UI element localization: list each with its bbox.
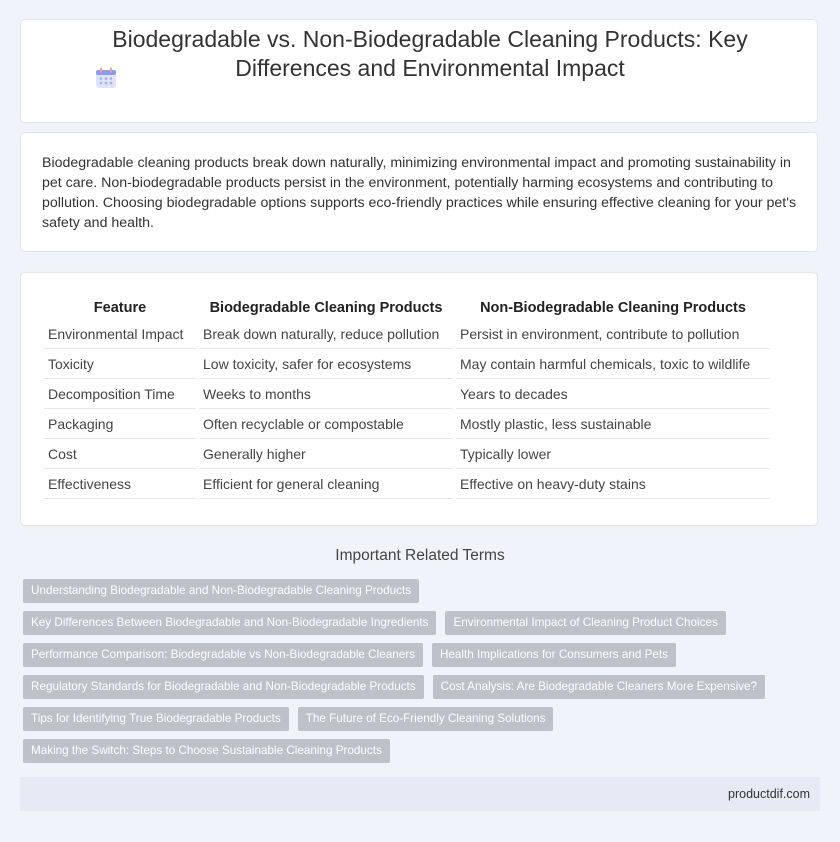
related-term-link[interactable]: Environmental Impact of Cleaning Product Choices	[445, 611, 725, 635]
related-term-link[interactable]: Tips for Identifying True Biodegradable Products	[23, 707, 289, 731]
table-cell: Often recyclable or compostable	[198, 409, 455, 439]
table-cell: Effective on heavy-duty stains	[455, 469, 771, 499]
table-row	[44, 409, 770, 439]
table-cell: Packaging	[44, 409, 198, 439]
table-row	[44, 349, 770, 379]
table-cell: Generally higher	[198, 439, 455, 469]
table-cell: Typically lower	[455, 439, 771, 469]
related-term-link[interactable]: Making the Switch: Steps to Choose Sustainable Cleaning Products	[23, 739, 390, 763]
table-cell: Years to decades	[455, 379, 771, 409]
table-cell: Efficient for general cleaning	[198, 469, 455, 499]
table-row	[44, 319, 770, 349]
table-row	[44, 439, 770, 469]
related-term-link[interactable]: Understanding Biodegradable and Non-Biodegradable Cleaning Products	[23, 579, 419, 603]
column-header: Biodegradable Cleaning Products	[198, 295, 455, 319]
table-cell: Persist in environment, contribute to pollution	[455, 319, 771, 349]
table-cell: Low toxicity, safer for ecosystems	[198, 349, 455, 379]
related-terms-heading: Important Related Terms	[335, 547, 505, 564]
comparison-table	[44, 295, 770, 499]
table-cell: Effectiveness	[44, 469, 198, 499]
intro-card	[20, 132, 818, 252]
table-row	[44, 469, 770, 499]
table-cell: Decomposition Time	[44, 379, 198, 409]
footer	[20, 777, 820, 811]
table-cell: Cost	[44, 439, 198, 469]
site-name[interactable]: productdif.com	[728, 787, 810, 801]
table-cell: Break down naturally, reduce pollution	[198, 319, 455, 349]
related-term-link[interactable]: Cost Analysis: Are Biodegradable Cleaners More Expensive?	[433, 675, 765, 699]
table-header-row	[44, 295, 770, 319]
column-header: Non-Biodegradable Cleaning Products	[455, 295, 771, 319]
comparison-card	[20, 272, 818, 526]
related-term-link[interactable]: Key Differences Between Biodegradable and Non-Biodegradable Ingredients	[23, 611, 436, 635]
table-cell: Mostly plastic, less sustainable	[455, 409, 771, 439]
related-term-link[interactable]: Health Implications for Consumers and Pets	[432, 643, 676, 667]
related-terms-list	[23, 579, 813, 771]
related-term-link[interactable]: The Future of Eco-Friendly Cleaning Solutions	[298, 707, 554, 731]
intro-text: Biodegradable cleaning products break down naturally, minimizing environmental impact and promoting sustainability in pet care. Non-biodegradable products persist in the environment, potentially harming ecosystems and contributing to pollution. Choosing biodegradable options supports eco-friendly practices while ensuring effective cleaning for your pet's safety and health.	[42, 155, 797, 231]
table-cell: Weeks to months	[198, 379, 455, 409]
column-header: Feature	[93, 300, 147, 316]
page-title: Biodegradable vs. Non-Biodegradable Cleaning Products: Key Differences and Environmental Impact	[112, 26, 748, 81]
table-cell: May contain harmful chemicals, toxic to wildlife	[455, 349, 771, 379]
table-row	[44, 379, 770, 409]
related-term-link[interactable]: Regulatory Standards for Biodegradable and Non-Biodegradable Products	[23, 675, 424, 699]
related-term-link[interactable]: Performance Comparison: Biodegradable vs Non-Biodegradable Cleaners	[23, 643, 423, 667]
table-cell: Environmental Impact	[44, 319, 198, 349]
table-cell: Toxicity	[44, 349, 198, 379]
